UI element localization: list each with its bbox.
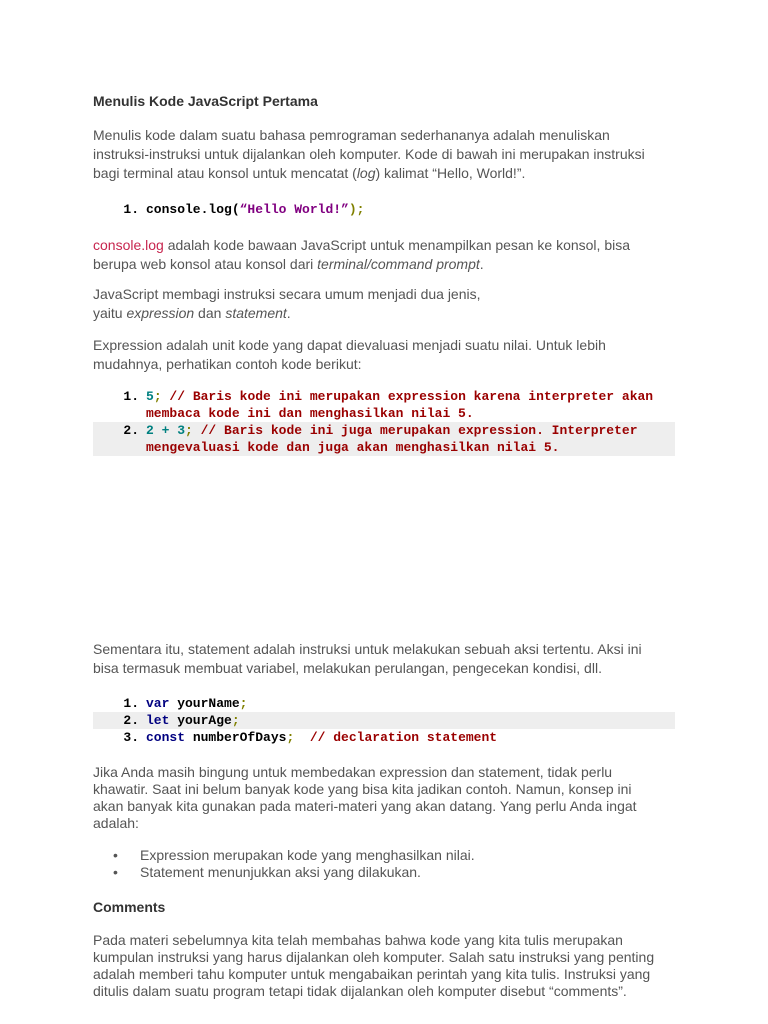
comments-paragraph: [93, 932, 693, 1000]
intro-paragraph: [93, 126, 693, 183]
emphasis-expression: expression: [126, 305, 195, 321]
text-punct: .: [286, 305, 291, 321]
text-line: khawatir. Saat ini belum banyak kode yang bisa kita jadikan contoh. Namun, konsep ini: [93, 781, 632, 797]
section-heading: Menulis Kode JavaScript Pertama: [93, 93, 318, 109]
code-identifier: yourAge: [169, 713, 232, 728]
code-punct: );: [348, 202, 365, 217]
code-keyword: var: [146, 696, 170, 711]
code-keyword: const: [146, 730, 186, 745]
bullet-list: [93, 847, 693, 881]
text-line: bagi terminal atau konsol untuk mencatat (: [93, 165, 357, 181]
emphasis-terminal: terminal/command prompt: [317, 256, 480, 272]
section-heading-comments: Comments: [93, 899, 166, 915]
line-number: 1.: [123, 696, 139, 711]
text-line: Expression adalah unit kode yang dapat dievaluasi menjadi suatu nilai. Untuk lebih: [93, 337, 606, 353]
text-line: Pada materi sebelumnya kita telah membahas bahwa kode yang kita tulis merupakan: [93, 932, 623, 948]
code-identifier: yourName: [169, 696, 240, 711]
code-comment: membaca kode ini dan menghasilkan nilai 5.: [146, 406, 474, 421]
console-paragraph: [93, 236, 693, 274]
code-comment: // Baris kode ini juga merupakan expression. Interpreter: [192, 423, 638, 438]
text-line: bisa termasuk membuat variabel, melakukan perulangan, pengecekan kondisi, dll.: [93, 660, 602, 676]
expression-paragraph: [93, 336, 693, 374]
code-block-console: [93, 201, 675, 218]
code-punct: ;: [286, 730, 295, 745]
code-line: [93, 729, 675, 746]
text-line: ) kalimat “Hello, World!”.: [375, 165, 526, 181]
code-comment: mengevaluasi kode dan juga akan menghasilkan nilai 5.: [146, 440, 560, 455]
text-punct: .: [479, 256, 484, 272]
text-line: Menulis kode dalam suatu bahasa pemrograman sederhananya adalah menuliskan: [93, 127, 610, 143]
text-line: akan banyak kita gunakan pada materi-materi yang akan datang. Yang perlu Anda ingat: [93, 798, 637, 814]
line-number: 2.: [123, 423, 139, 438]
text-line: mudahnya, perhatikan contoh kode berikut:: [93, 356, 362, 372]
code-punct: ;: [185, 423, 193, 438]
text-line: ditulis dalam suatu program tetapi tidak dijalankan oleh komputer disebut “comments”.: [93, 983, 627, 999]
text-line: dan: [194, 305, 226, 321]
line-number: 2.: [123, 713, 139, 728]
code-fn: console.log(: [146, 202, 240, 217]
list-item: • Statement menunjukkan aksi yang dilakukan.: [93, 864, 693, 881]
text-line: Sementara itu, statement adalah instruksi untuk melakukan sebuah aksi tertentu. Aksi ini: [93, 641, 642, 657]
code-comment: // declaration statement: [294, 730, 498, 745]
code-block-statement: [93, 695, 675, 746]
emphasis-statement: statement: [225, 305, 287, 321]
text-line: kumpulan instruksi yang harus dijalankan oleh komputer. Salah satu instruksi yang penting: [93, 949, 655, 965]
code-comment: // Baris kode ini merupakan expression karena interpreter akan: [161, 389, 654, 404]
code-identifier: numberOfDays: [185, 730, 287, 745]
code-line: [93, 695, 675, 712]
code-line: [93, 388, 675, 422]
line-number: 1.: [123, 389, 139, 404]
text-line: adalah:: [93, 815, 139, 831]
code-literal: 2 + 3: [146, 423, 186, 438]
list-item: • Expression merupakan kode yang menghasilkan nilai.: [93, 847, 693, 864]
types-paragraph: [93, 285, 693, 323]
code-literal: 5: [146, 389, 154, 404]
code-block-expression: [93, 388, 675, 456]
code-punct: ;: [239, 696, 248, 711]
text-line: yaitu: [93, 305, 127, 321]
code-line: [93, 712, 675, 729]
statement-paragraph: [93, 640, 693, 678]
code-punct: ;: [153, 389, 162, 404]
text-line: adalah kode bawaan JavaScript untuk menampilkan pesan ke konsol, bisa: [163, 237, 631, 253]
code-line: [93, 201, 675, 218]
code-punct: ;: [231, 713, 240, 728]
code-line: [93, 422, 675, 456]
text-line: adalah memberi tahu komputer untuk mengabaikan perintah yang kita tulis. Instruksi yang: [93, 966, 651, 982]
text-line: Jika Anda masih bingung untuk membedakan expression dan statement, tidak perlu: [93, 764, 613, 780]
code-string: “Hello World!”: [239, 202, 349, 217]
text-line: instruksi-instruksi untuk dijalankan oleh komputer. Kode di bawah ini merupakan instruksi: [93, 146, 645, 162]
text-line: berupa web konsol atau konsol dari: [93, 256, 318, 272]
line-number: 1.: [123, 202, 139, 217]
confused-paragraph: [93, 764, 693, 832]
line-number: 3.: [123, 730, 139, 745]
emphasis-log: log: [356, 165, 376, 181]
code-keyword: let: [146, 713, 170, 728]
text-line: JavaScript membagi instruksi secara umum menjadi dua jenis,: [93, 286, 481, 302]
inline-code-term: console.log: [93, 237, 164, 253]
